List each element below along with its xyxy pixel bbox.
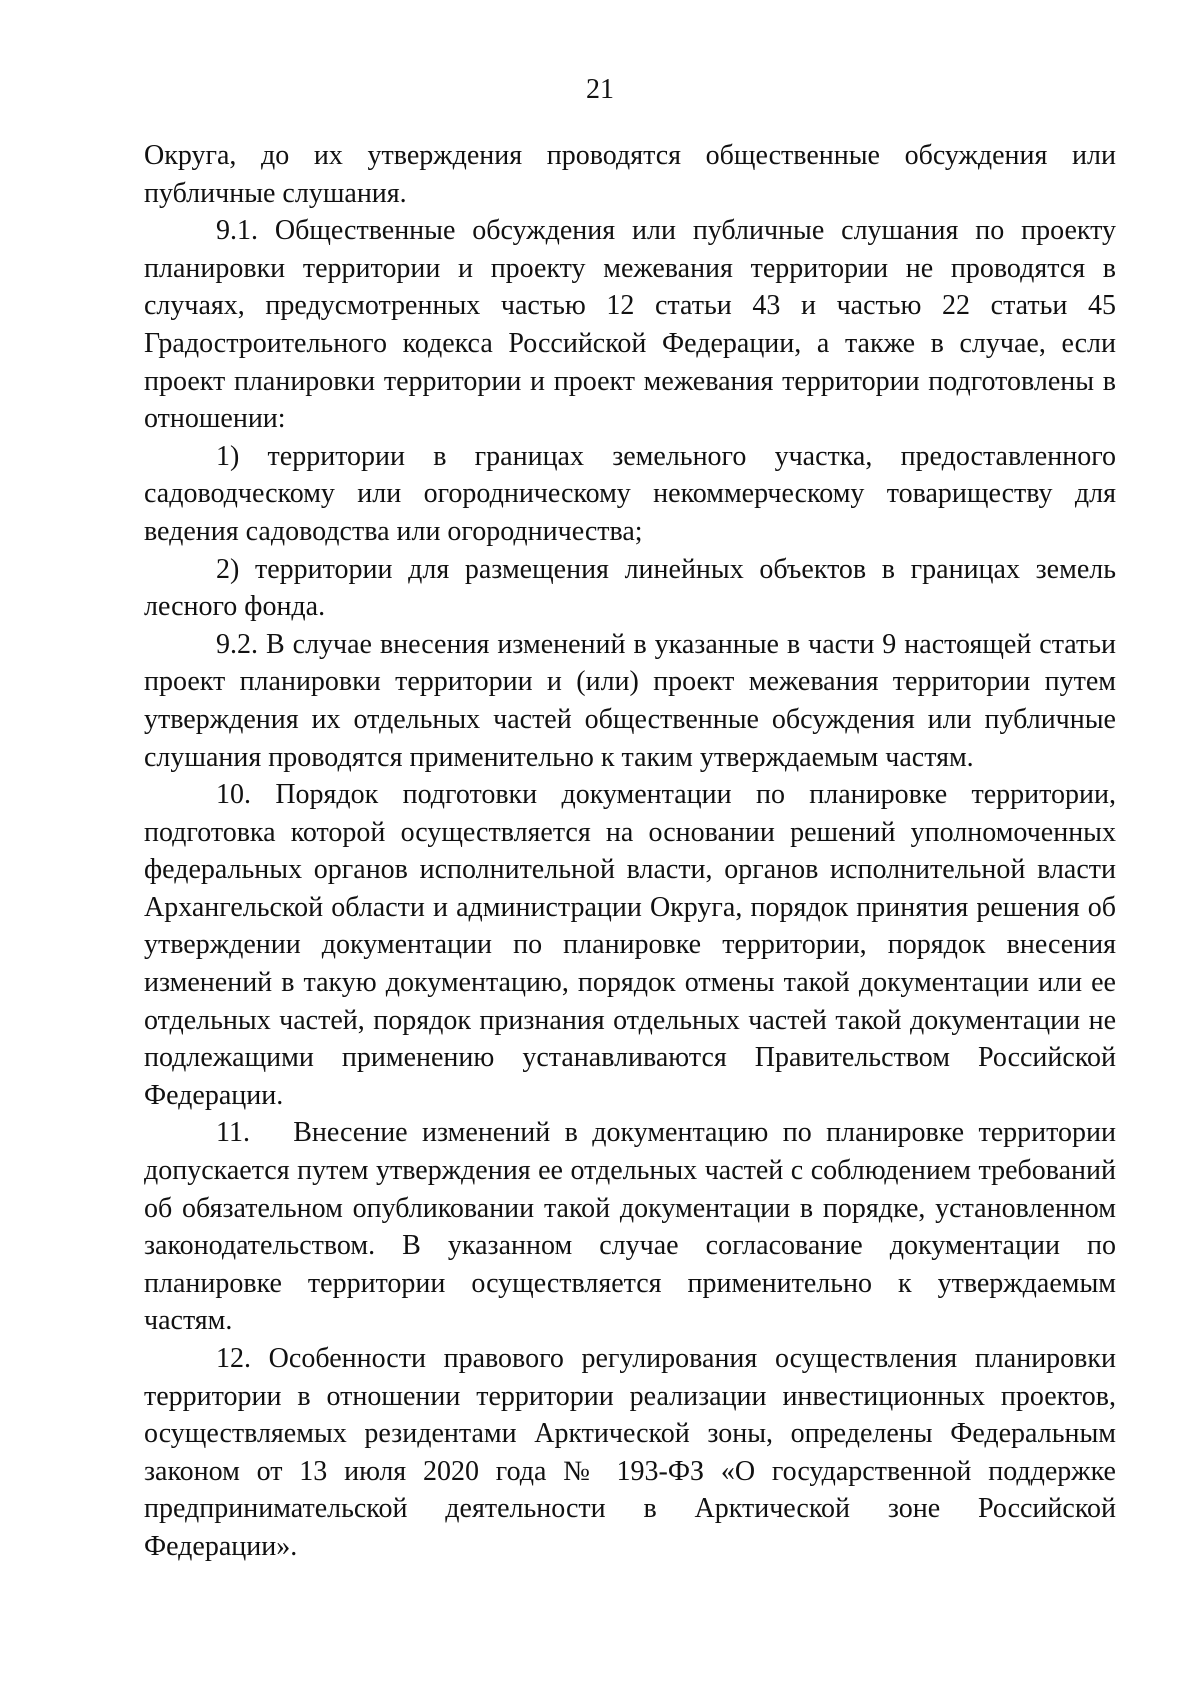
paragraph-9-1: 9.1. Общественные обсуждения или публичные слушания по проекту планировки территории и проекту межевания территории не проводятся в случаях, предусмотренных частью 12 статьи 43 и частью 22 статьи 45 Градостроительного кодекса Российской Федерации, а также в случае, если проект планировки территории и проект межевания территории подготовлены в отношении: xyxy=(144,215,1116,435)
paragraph-continuation: Округа, до их утверждения проводятся общественные обсуждения или публичные слушания. xyxy=(144,140,1116,209)
document-body xyxy=(144,137,1123,1566)
paragraph-11: 11. Внесение изменений в документацию по планировке территории допускается путем утверждения ее отдельных частей с соблюдением требований об обязательном опубликовании такой документации в порядке, установленном законодательством. В указанном случае согласование документации по планировке территории осуществляется применительно к утверждаемым частям. xyxy=(144,1117,1123,1337)
paragraph-9-2: 9.2. В случае внесения изменений в указанные в части 9 настоящей статьи проект планировки территории и (или) проект межевания территории путем утверждения их отдельных частей общественные обсуждения или публичные слушания проводятся применительно к таким утверждаемым частям. xyxy=(144,628,1116,773)
list-item-2: 2) территории для размещения линейных объектов в границах земель лесного фонда. xyxy=(144,553,1116,623)
list-item-1: 1) территории в границах земельного участка, предоставленного садоводческому или огородническому некоммерческому товариществу для ведения садоводства или огородничества; xyxy=(144,440,1116,547)
page-number: 21 xyxy=(586,74,614,105)
paragraph-12: 12. Особенности правового регулирования осуществления планировки территории в отношении территории реализации инвестиционных проектов, осуществляемых резидентами Арктической зоны, определены Федеральным законом от 13 июля 2020 года № 193-ФЗ «О государственной поддержке предпринимательской деятельности в Арктической зоне Российской Федерации». xyxy=(144,1343,1116,1562)
paragraph-10: 10. Порядок подготовки документации по планировке территории, подготовка которой осуществляется на основании решений уполномоченных федеральных органов исполнительной власти, органов исполнительной власти Архангельской области и администрации Округа, порядок принятия решения об утверждении документации по планировке территории, порядок внесения изменений в такую документацию, порядок отмены такой документации или ее отдельных частей, порядок признания отдельных частей такой документации не подлежащими применению устанавливаются Правительством Российской Федерации. xyxy=(144,779,1116,1111)
